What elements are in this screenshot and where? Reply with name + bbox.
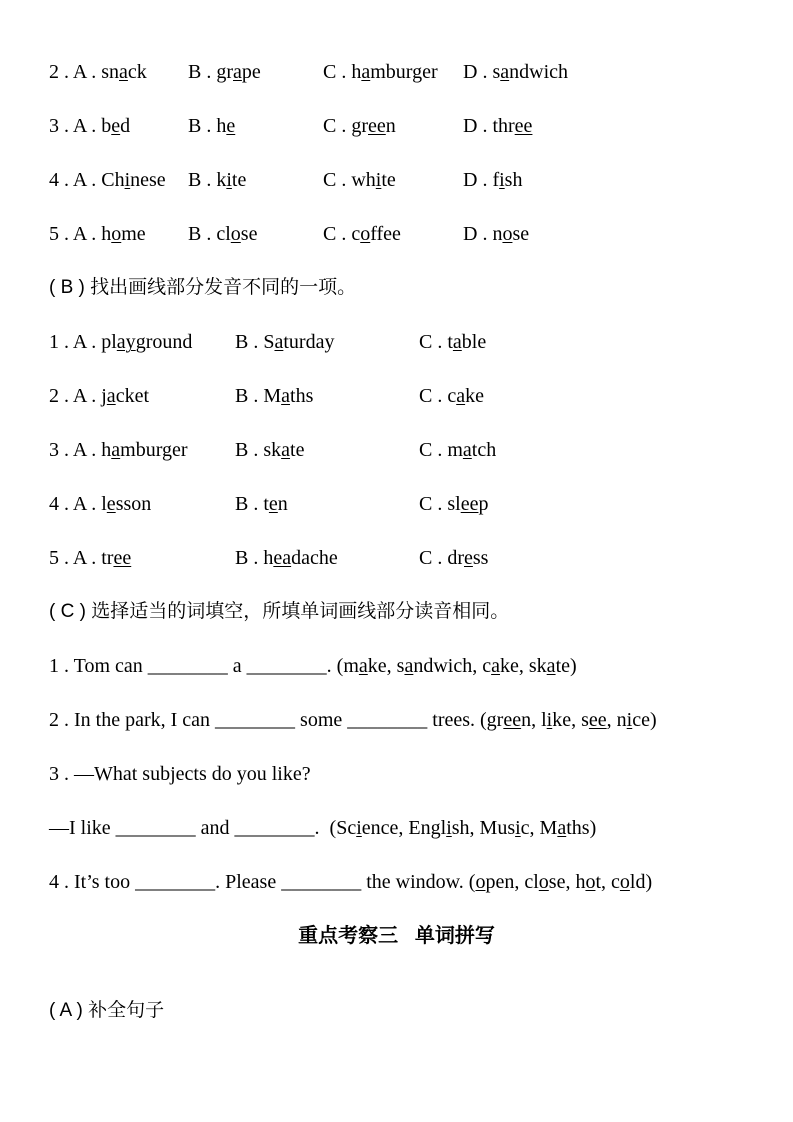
- c-sentence-2: [49, 708, 744, 732]
- text-segment: ble: [461, 331, 487, 353]
- option-cell: [49, 384, 235, 408]
- text-segment: and: [195, 817, 235, 839]
- option-cell: [419, 384, 484, 408]
- text-segment: sh, Mus: [451, 817, 516, 839]
- text-segment: B . k: [188, 169, 227, 191]
- underlined-letter: e: [268, 493, 278, 515]
- underlined-letter: o: [585, 871, 596, 893]
- text-segment: ndwich, c: [413, 655, 492, 677]
- option-cell: [463, 60, 568, 84]
- text-segment: ke: [465, 385, 484, 407]
- text-segment: ndwich: [509, 61, 569, 83]
- text-segment: C . c: [323, 223, 361, 245]
- text-segment: C . m: [419, 439, 463, 461]
- section-heading: 重点考察三 单词拼写: [298, 925, 495, 947]
- underlined-letter: ea: [273, 547, 292, 569]
- text-segment: B . h: [188, 115, 227, 137]
- underlined-letter: a: [233, 61, 242, 83]
- text-segment: B . S: [235, 331, 275, 353]
- text-segment: C . h: [323, 61, 362, 83]
- underlined-letter: i: [446, 817, 452, 839]
- text-segment: B . M: [235, 385, 282, 407]
- option-cell: [188, 168, 323, 192]
- text-segment: nese: [130, 169, 166, 191]
- text-segment: me: [121, 223, 146, 245]
- question-2-row: [49, 60, 744, 84]
- text-segment: D . f: [463, 169, 500, 191]
- c-sentence-1: [49, 654, 744, 678]
- text-segment: te: [381, 169, 396, 191]
- underlined-letter: ee: [503, 709, 522, 731]
- answer-blank: ________: [147, 655, 228, 677]
- text-segment: n: [277, 493, 288, 515]
- underlined-letter: o: [538, 871, 549, 893]
- underlined-letter: i: [124, 169, 131, 191]
- text-segment: 1 . Tom can: [49, 655, 148, 677]
- text-segment: 4 . It’s too: [49, 871, 136, 893]
- underlined-letter: o: [475, 871, 486, 893]
- text-segment: ss: [472, 547, 489, 569]
- text-segment: 2 . A . sn: [49, 61, 120, 83]
- text-segment: ths: [290, 385, 314, 407]
- text-segment: te): [555, 655, 577, 677]
- option-cell: [463, 168, 522, 192]
- text-segment: . (Sc: [314, 817, 357, 839]
- underlined-letter: o: [360, 223, 371, 245]
- answer-blank: ________: [115, 817, 196, 839]
- text-segment: n, l: [521, 709, 547, 731]
- option-cell: [235, 330, 419, 354]
- text-segment: se: [240, 223, 258, 245]
- option-cell: [419, 330, 486, 354]
- question-4-row: [49, 168, 744, 192]
- text-segment: n: [385, 115, 396, 137]
- text-segment: sson: [115, 493, 152, 515]
- text-segment: . (m: [326, 655, 359, 677]
- text-segment: te: [231, 169, 247, 191]
- text-segment: D . n: [463, 223, 503, 245]
- underlined-letter: a: [462, 439, 472, 461]
- text-segment: —I like: [49, 817, 116, 839]
- option-cell: [463, 114, 532, 138]
- option-cell: [323, 222, 463, 246]
- text-segment: 4 . A . l: [49, 493, 107, 515]
- text-segment: ck: [127, 61, 147, 83]
- section-c-instruction: [49, 600, 744, 624]
- option-cell: [188, 114, 323, 138]
- option-cell: [463, 222, 529, 246]
- text-segment: C . wh: [323, 169, 376, 191]
- option-cell: [235, 438, 419, 462]
- text-segment: C . t: [419, 331, 453, 353]
- text-segment: tch: [471, 439, 497, 461]
- text-segment: ld): [629, 871, 653, 893]
- option-cell: [188, 222, 323, 246]
- text-segment: se, h: [548, 871, 586, 893]
- text-segment: dache: [291, 547, 338, 569]
- text-segment: B . cl: [188, 223, 231, 245]
- answer-blank: ________: [234, 817, 315, 839]
- text-segment: ke, s: [367, 655, 405, 677]
- text-segment: 5 . A . h: [49, 223, 112, 245]
- text-segment: mburger: [120, 439, 188, 461]
- underlined-letter: a: [456, 385, 466, 407]
- text-segment: trees. (gr: [427, 709, 504, 731]
- underlined-letter: a: [274, 331, 284, 353]
- answer-blank: ________: [347, 709, 428, 731]
- option-cell: [235, 546, 419, 570]
- text-segment: D . s: [463, 61, 501, 83]
- option-cell: [323, 60, 463, 84]
- text-segment: pe: [241, 61, 261, 83]
- underlined-letter: i: [226, 169, 232, 191]
- text-segment: ce): [632, 709, 657, 731]
- answer-blank: ________: [281, 871, 362, 893]
- underlined-letter: ee: [113, 547, 132, 569]
- underlined-letter: a: [119, 61, 128, 83]
- text-segment: ence, Engl: [361, 817, 447, 839]
- underlined-letter: i: [546, 709, 553, 731]
- text-segment: 5 . A . tr: [49, 547, 114, 569]
- underlined-letter: ee: [460, 493, 479, 515]
- text-segment: B . h: [235, 547, 274, 569]
- subsection-a-label: [49, 999, 744, 1023]
- text-segment: ffee: [370, 223, 401, 245]
- text-segment: C . gr: [323, 115, 368, 137]
- text-segment: , n: [606, 709, 627, 731]
- text-segment: mburger: [370, 61, 438, 83]
- question-3-row: [49, 114, 744, 138]
- underlined-letter: a: [500, 61, 510, 83]
- text-segment: turday: [283, 331, 335, 353]
- underlined-letter: i: [375, 169, 382, 191]
- underlined-letter: o: [502, 223, 513, 245]
- answer-blank: ________: [135, 871, 216, 893]
- underlined-letter: ee: [514, 115, 533, 137]
- option-cell: [49, 330, 235, 354]
- answer-blank: ________: [246, 655, 327, 677]
- option-cell: [49, 222, 188, 246]
- option-cell: [323, 114, 463, 138]
- option-cell: [235, 384, 419, 408]
- text-segment: cket: [115, 385, 149, 407]
- underlined-letter: e: [106, 493, 116, 515]
- text-segment: 3 . A . h: [49, 439, 112, 461]
- underlined-letter: o: [230, 223, 241, 245]
- option-cell: [323, 168, 463, 192]
- text-segment: c, M: [520, 817, 558, 839]
- underlined-letter: e: [111, 115, 121, 137]
- underlined-letter: i: [356, 817, 362, 839]
- text-segment: t, c: [595, 871, 620, 893]
- text-segment: ( A ) 补全句子: [49, 1000, 165, 1021]
- underlined-letter: o: [111, 223, 122, 245]
- answer-blank: ________: [215, 709, 296, 731]
- section-b-instruction: [49, 276, 744, 300]
- option-cell: [49, 546, 235, 570]
- text-segment: 3 . A . b: [49, 115, 112, 137]
- text-segment: C . c: [419, 385, 457, 407]
- underlined-letter: a: [281, 439, 291, 461]
- underlined-letter: a: [557, 817, 567, 839]
- underlined-letter: a: [358, 655, 368, 677]
- b-question-5-row: [49, 546, 744, 570]
- text-segment: 1 . A . pl: [49, 331, 117, 353]
- underlined-letter: i: [499, 169, 505, 191]
- text-segment: pen, cl: [485, 871, 539, 893]
- text-segment: a: [227, 655, 247, 677]
- underlined-letter: a: [361, 61, 371, 83]
- option-cell: [419, 492, 488, 516]
- c-question-3: [49, 762, 744, 786]
- underlined-letter: a: [106, 385, 116, 407]
- underlined-letter: i: [626, 709, 633, 731]
- text-segment: C . dr: [419, 547, 464, 569]
- text-segment: te: [290, 439, 305, 461]
- text-segment: ground: [135, 331, 193, 353]
- text-segment: B . gr: [188, 61, 233, 83]
- text-segment: se: [512, 223, 530, 245]
- text-segment: d: [120, 115, 131, 137]
- text-segment: p: [478, 493, 489, 515]
- text-segment: some: [295, 709, 348, 731]
- b-question-3-row: [49, 438, 744, 462]
- option-cell: [419, 546, 488, 570]
- underlined-letter: e: [226, 115, 236, 137]
- underlined-letter: a: [111, 439, 121, 461]
- option-cell: [188, 60, 323, 84]
- text-segment: ke, sk: [500, 655, 547, 677]
- c-sentence-4: [49, 870, 744, 894]
- underlined-letter: e: [464, 547, 473, 569]
- text-segment: the window. (: [361, 871, 476, 893]
- phonics-exercises: [49, 60, 744, 894]
- underlined-letter: a: [452, 331, 462, 353]
- text-segment: 4 . A . Ch: [49, 169, 125, 191]
- option-cell: [49, 168, 188, 192]
- option-cell: [49, 114, 188, 138]
- underlined-letter: a: [546, 655, 556, 677]
- text-segment: . Please: [215, 871, 282, 893]
- text-segment: sh: [504, 169, 523, 191]
- underlined-letter: ay: [116, 331, 136, 353]
- text-segment: ths): [566, 817, 597, 839]
- text-segment: 2 . A . j: [49, 385, 107, 407]
- underlined-letter: a: [404, 655, 414, 677]
- b-question-1-row: [49, 330, 744, 354]
- option-cell: [235, 492, 419, 516]
- underlined-letter: ee: [368, 115, 386, 137]
- underlined-letter: a: [491, 655, 500, 677]
- underlined-letter: ee: [588, 709, 607, 731]
- text-segment: D . thr: [463, 115, 515, 137]
- word-spelling-section: [49, 999, 744, 1023]
- c-answer-3: [49, 816, 744, 840]
- option-cell: [49, 492, 235, 516]
- text-segment: ( C ) 选择适当的词填空，所填单词画线部分读音相同。: [49, 601, 510, 622]
- option-cell: [49, 60, 188, 84]
- text-segment: ke, s: [552, 709, 589, 731]
- question-5-row: [49, 222, 744, 246]
- option-cell: [49, 438, 235, 462]
- text-segment: ( B ) 找出画线部分发音不同的一项。: [49, 277, 357, 298]
- text-segment: B . t: [235, 493, 269, 515]
- text-segment: B . sk: [235, 439, 282, 461]
- b-question-2-row: [49, 384, 744, 408]
- underlined-letter: i: [515, 817, 521, 839]
- underlined-letter: o: [619, 871, 630, 893]
- option-cell: [419, 438, 496, 462]
- text-segment: 3 . —What subjects do you like?: [49, 763, 311, 785]
- text-segment: 2 . In the park, I can: [49, 709, 216, 731]
- underlined-letter: a: [281, 385, 291, 407]
- text-segment: C . sl: [419, 493, 461, 515]
- b-question-4-row: [49, 492, 744, 516]
